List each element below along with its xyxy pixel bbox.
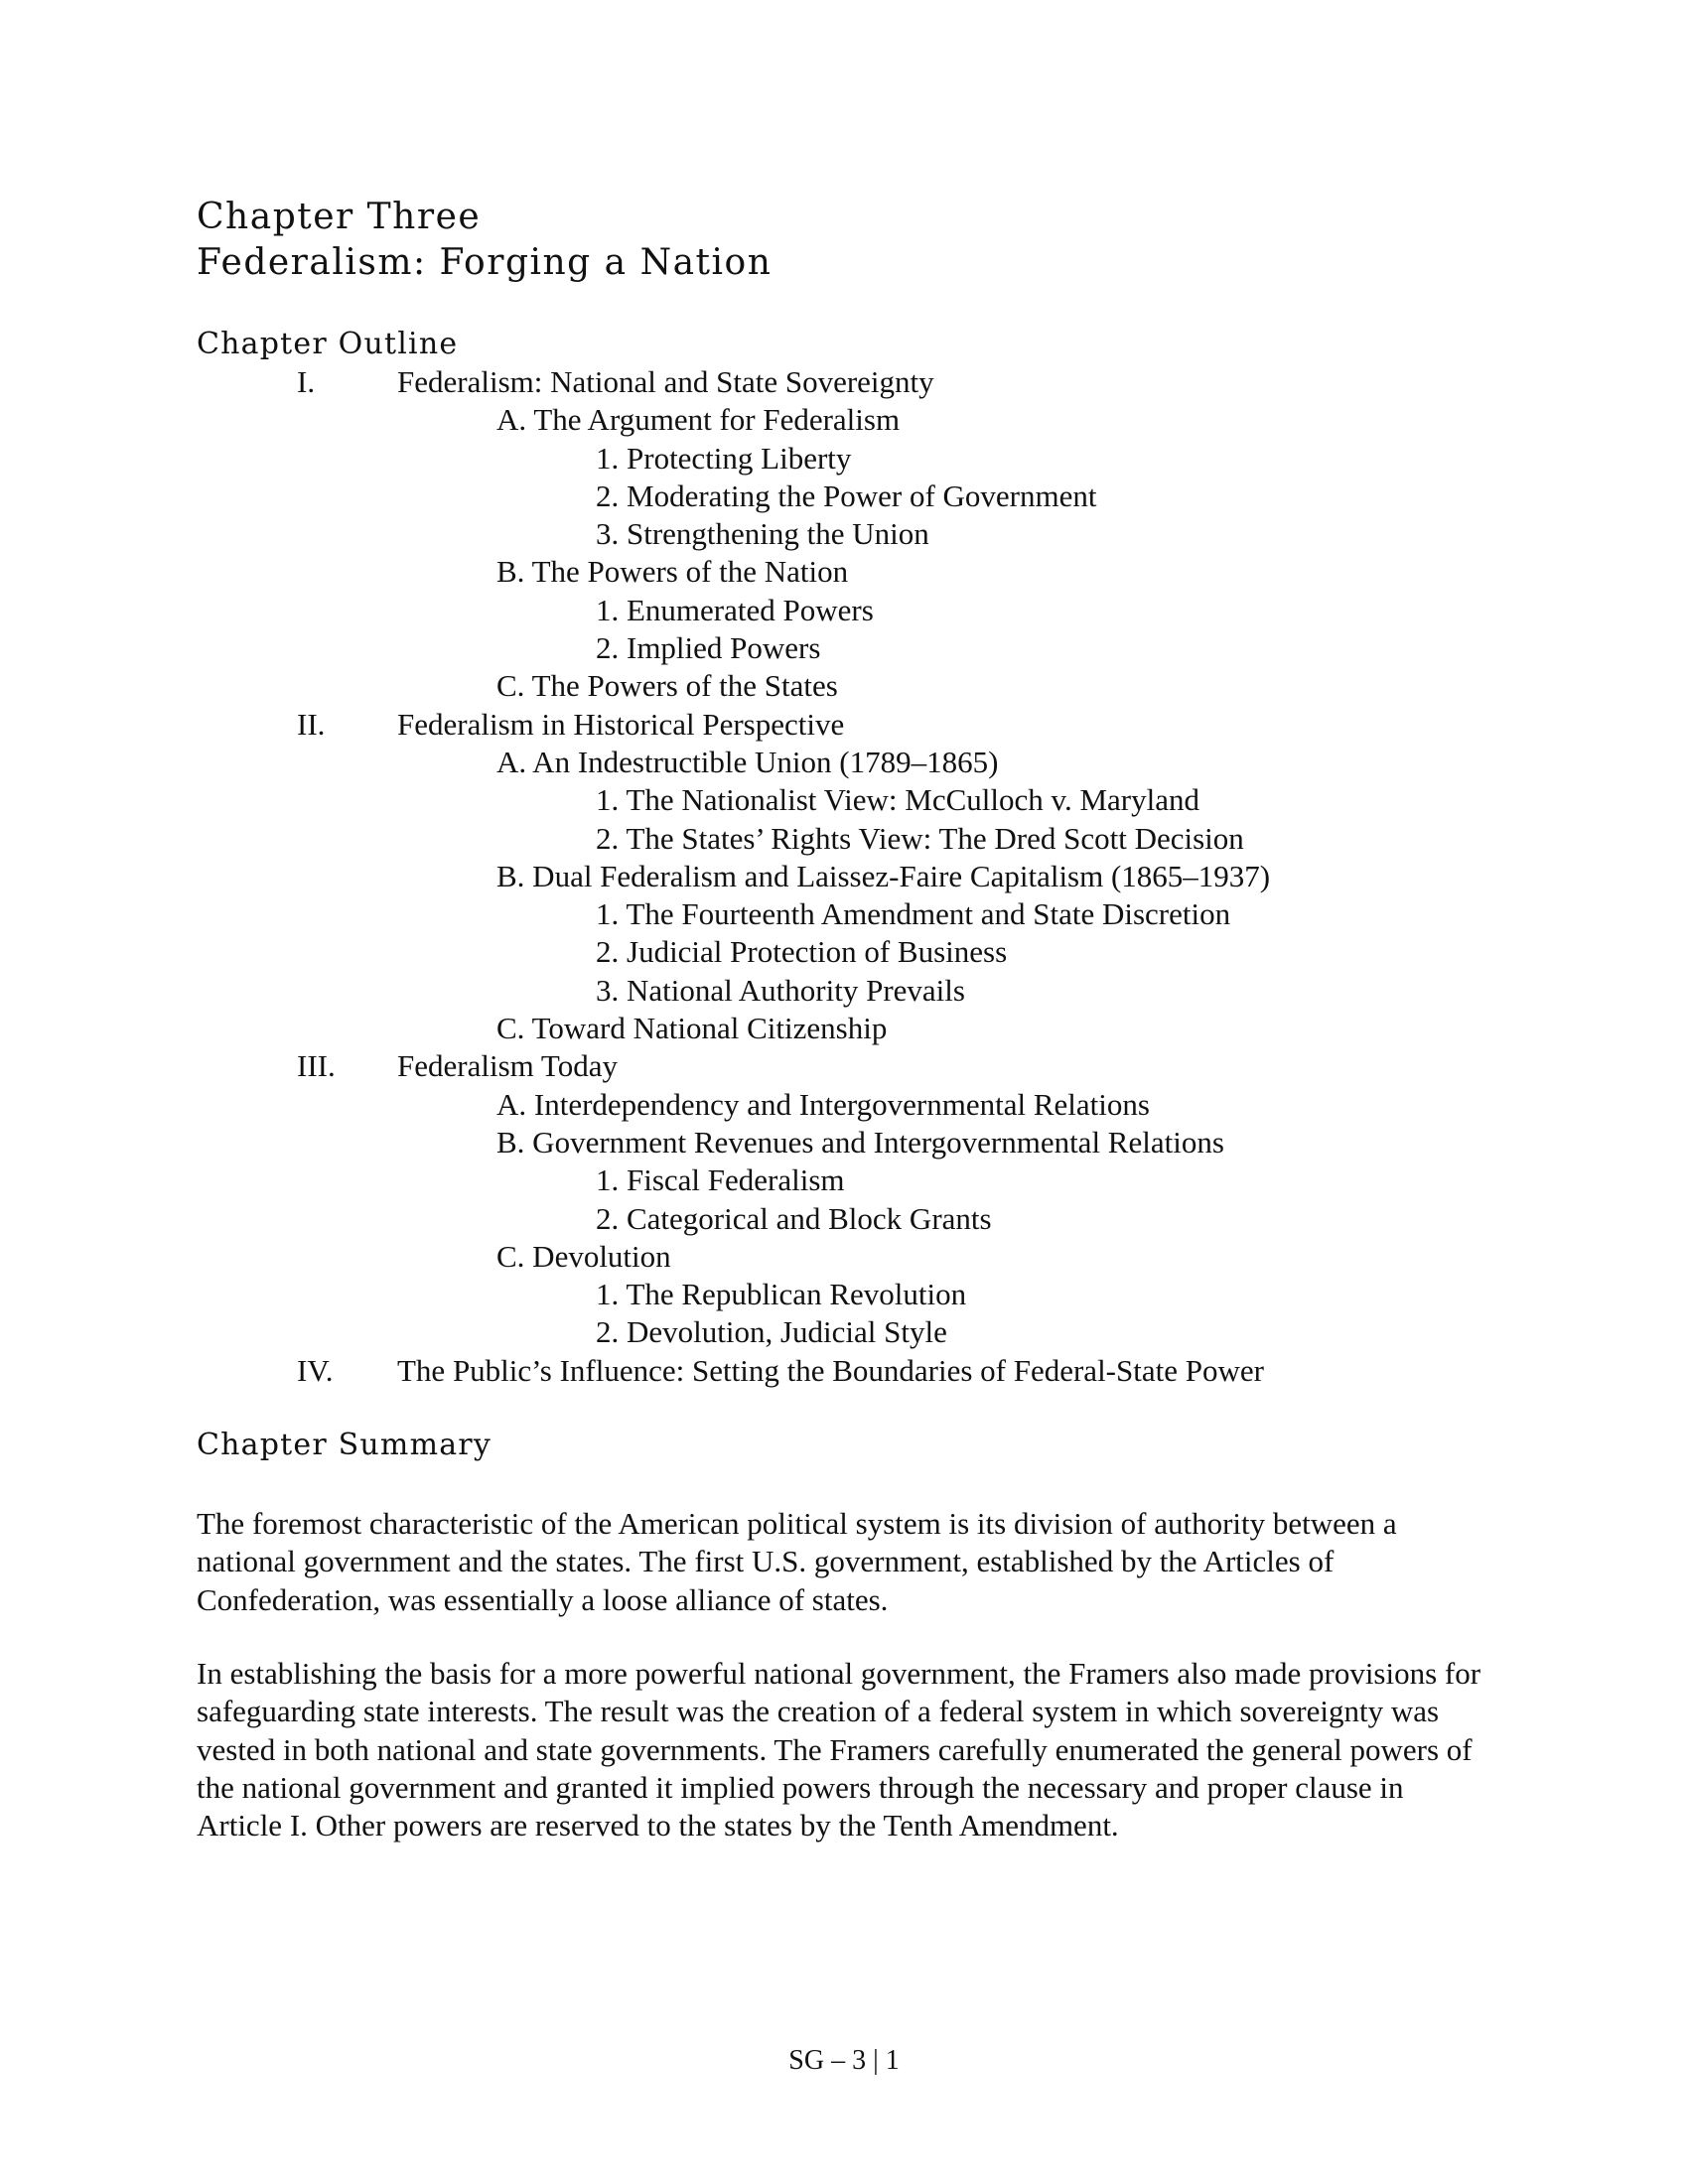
outline-item-text: B. Dual Federalism and Laissez-Faire Capitalism (1865–1937) [496, 858, 1271, 893]
outline-item-level-3 [0, 629, 1688, 667]
summary-paragraph: In establishing the basis for a more powerful national government, the Framers also made provisions for safeguarding state interests. The result was the creation of a federal system in which sovereignty was vested in both national and state governments. The Framers carefully enumerated the general powers of the national government and granted it implied powers through the necessary and proper clause in Article I. Other powers are reserved to the states by the Tenth Amendment. [197, 1656, 1481, 1843]
outline-item-level-1 [0, 363, 1688, 401]
outline-item-level-1 [0, 1352, 1688, 1390]
outline-item-level-2 [0, 667, 1688, 705]
chapter-number: Chapter Three [197, 197, 482, 237]
outline-item-level-3 [0, 478, 1688, 515]
outline-item-text: Federalism Today [397, 1048, 618, 1084]
outline-item-level-3 [0, 1161, 1688, 1199]
summary-paragraph: The foremost characteristic of the American political system is its division of authority between a national government and the states. The first U.S. government, established by the Articles of Confederation, was essentially a loose alliance of states. [197, 1506, 1397, 1617]
outline-item-text: C. Devolution [496, 1238, 671, 1274]
outline-item-level-2 [0, 858, 1688, 895]
outline-item-text: 1. Protecting Liberty [596, 440, 852, 476]
chapter-title: Federalism: Forging a Nation [197, 242, 773, 283]
outline-item-level-2 [0, 553, 1688, 591]
outline-item-text: A. An Indestructible Union (1789–1865) [496, 744, 999, 779]
outline-item-level-3 [0, 515, 1688, 553]
outline-item-text: 1. The Nationalist View: McCulloch v. Maryland [596, 782, 1199, 818]
outline-item-level-3 [0, 895, 1688, 933]
outline-item-level-1 [0, 706, 1688, 744]
outline-item-level-3 [0, 440, 1688, 478]
outline-item-level-3 [0, 972, 1688, 1010]
outline-item-level-3 [0, 1276, 1688, 1313]
outline-item-text: 1. The Fourteenth Amendment and State Discretion [596, 896, 1231, 932]
outline-item-text: 2. Moderating the Power of Government [596, 478, 1097, 513]
outline-item-text: A. The Argument for Federalism [496, 402, 901, 438]
chapter-outline [0, 363, 1688, 1390]
outline-item-text: 2. Judicial Protection of Business [596, 934, 1008, 970]
outline-item-text: Federalism: National and State Sovereignty [397, 364, 934, 399]
outline-heading: Chapter Outline [197, 327, 459, 361]
outline-numeral: III. [297, 1048, 336, 1084]
summary-heading: Chapter Summary [197, 1428, 492, 1462]
outline-item-level-3 [0, 781, 1688, 819]
outline-item-text: C. The Powers of the States [496, 668, 838, 704]
outline-item-text: 1. Fiscal Federalism [596, 1162, 845, 1198]
outline-item-text: B. Government Revenues and Intergovernmental Relations [496, 1124, 1224, 1160]
outline-item-level-2 [0, 1124, 1688, 1161]
outline-item-level-3 [0, 1313, 1688, 1351]
outline-item-level-2 [0, 1010, 1688, 1047]
outline-item-text: 2. Devolution, Judicial Style [596, 1314, 947, 1350]
outline-item-text: 1. Enumerated Powers [596, 592, 874, 627]
outline-item-level-2 [0, 1238, 1688, 1276]
outline-item-text: 3. National Authority Prevails [596, 972, 965, 1008]
outline-item-text: 2. The States’ Rights View: The Dred Scott Decision [596, 820, 1244, 856]
page-footer: SG – 3 | 1 [788, 2045, 900, 2076]
outline-item-level-3 [0, 592, 1688, 629]
chapter-heading [197, 195, 772, 286]
outline-item-text: 1. The Republican Revolution [596, 1277, 967, 1312]
outline-item-text: A. Interdependency and Intergovernmental Relations [496, 1086, 1150, 1122]
outline-item-text: Federalism in Historical Perspective [397, 706, 845, 742]
outline-item-level-3 [0, 933, 1688, 971]
outline-item-text: B. The Powers of the Nation [496, 554, 849, 590]
outline-numeral: II. [297, 706, 326, 742]
outline-item-level-1 [0, 1047, 1688, 1085]
outline-item-text: 2. Categorical and Block Grants [596, 1200, 992, 1236]
outline-item-level-2 [0, 1086, 1688, 1124]
outline-item-level-3 [0, 820, 1688, 858]
outline-item-level-2 [0, 744, 1688, 781]
outline-numeral: I. [297, 364, 316, 399]
outline-item-text: The Public’s Influence: Setting the Boundaries of Federal-State Power [397, 1352, 1264, 1388]
outline-item-text: 3. Strengthening the Union [596, 516, 929, 552]
outline-numeral: IV. [297, 1352, 334, 1388]
outline-item-text: C. Toward National Citizenship [496, 1011, 888, 1046]
outline-item-text: 2. Implied Powers [596, 630, 821, 666]
outline-item-level-3 [0, 1200, 1688, 1238]
outline-item-level-2 [0, 401, 1688, 439]
